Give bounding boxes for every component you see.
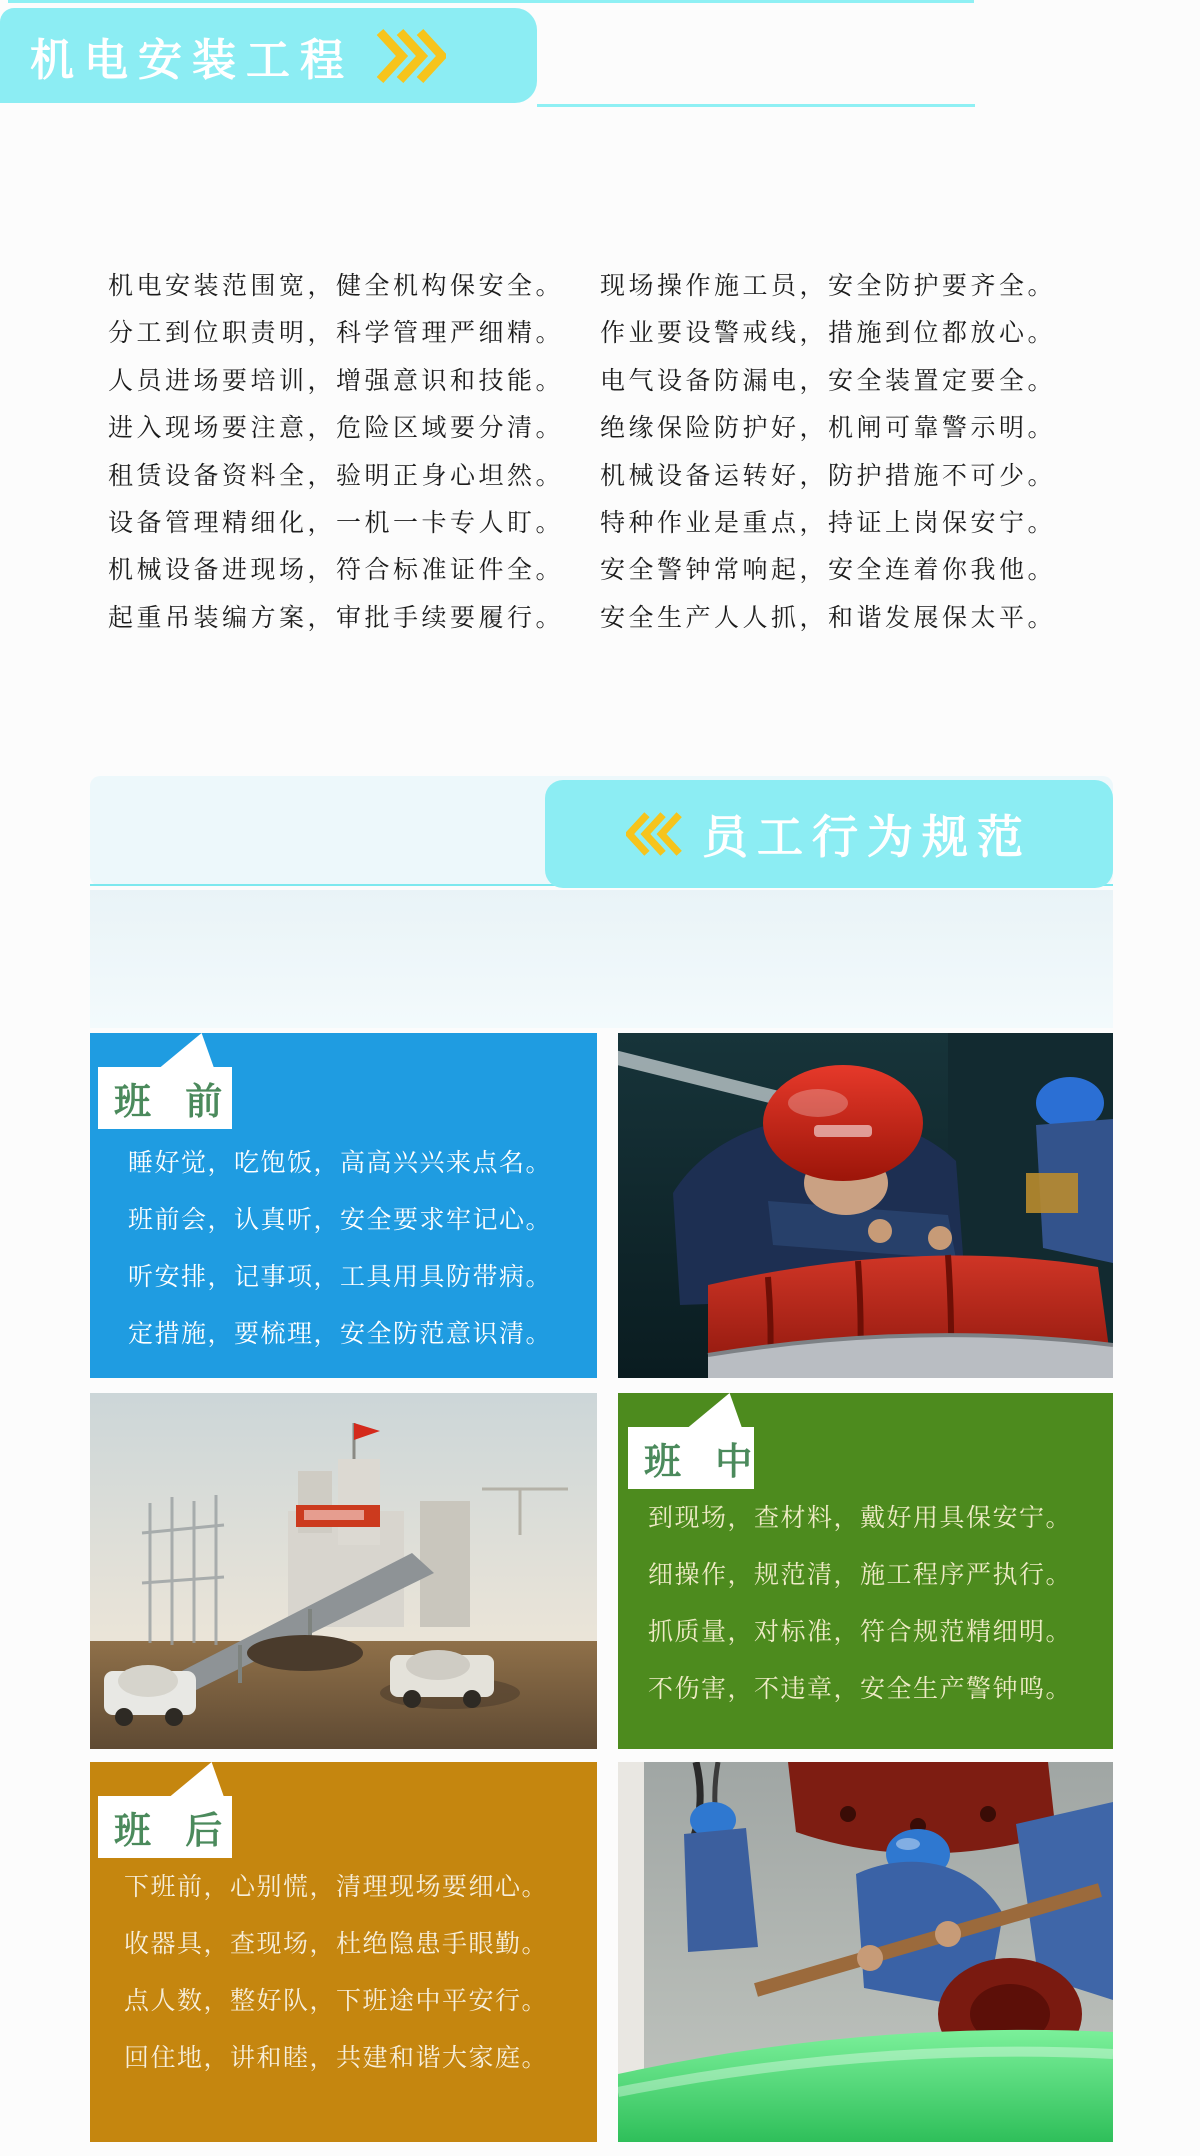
verse-line: 安全警钟常响起，安全连着你我他。	[600, 556, 1057, 585]
verse-line: 电气设备防漏电，安全装置定要全。	[600, 366, 1057, 395]
verse-line: 分工到位职责明，科学管理严细精。	[108, 319, 565, 348]
verse-line: 租赁设备资料全，验明正身心坦然。	[108, 461, 565, 490]
block-during-shift	[618, 1393, 1113, 1749]
photo-construction-site	[90, 1393, 597, 1749]
speech-tail	[162, 1762, 224, 1797]
verse-line: 进入现场要注意，危险区域要分清。	[108, 414, 565, 443]
block-line: 睡好觉，吃饱饭，高高兴兴来点名。	[128, 1149, 553, 1177]
verse-line: 作业要设警戒线，措施到位都放心。	[600, 319, 1057, 348]
block-text-during-shift	[648, 1490, 1072, 1718]
chevrons-left-icon	[626, 806, 684, 862]
photo-illustration	[618, 1033, 1113, 1378]
verse-line: 绝缘保险防护好，机闸可靠警示明。	[600, 414, 1057, 443]
block-line: 不伤害，不违章，安全生产警钟鸣。	[648, 1675, 1073, 1703]
verse-line: 人员进场要培训，增强意识和技能。	[108, 366, 565, 395]
block-line: 定措施，要梳理，安全防范意识清。	[128, 1320, 553, 1348]
block-label-after-shift: 班 后	[98, 1796, 232, 1858]
block-line: 抓质量，对标准，符合规范精细明。	[648, 1618, 1073, 1646]
top-divider-line	[8, 0, 974, 3]
photo-worker-red-helmet	[618, 1033, 1113, 1378]
chevrons-right-icon	[374, 28, 446, 84]
verse-column-right	[600, 263, 1056, 642]
header-divider-line	[537, 104, 975, 107]
speech-tail	[680, 1393, 742, 1428]
block-line: 点人数，整好队，下班途中平安行。	[124, 1987, 549, 2015]
photo-workers-blue-helmets	[618, 1762, 1113, 2142]
verse-line: 机电安装范围宽，健全机构保安全。	[108, 272, 565, 300]
block-before-shift	[90, 1033, 597, 1378]
section2-title: 员工行为规范	[702, 811, 1032, 863]
block-line: 细操作，规范清，施工程序严执行。	[648, 1561, 1073, 1589]
verse-line: 机械设备进现场，符合标准证件全。	[108, 556, 565, 585]
page-title: 机电安装工程	[30, 35, 354, 85]
block-label-before-shift: 班 前	[98, 1067, 232, 1129]
section-header-employee-code	[545, 780, 1113, 888]
speech-tail	[152, 1033, 214, 1068]
block-line: 到现场，查材料，戴好用具保安宁。	[648, 1504, 1073, 1532]
photo-illustration	[90, 1393, 597, 1749]
block-text-after-shift	[124, 1859, 548, 2087]
block-after-shift	[90, 1762, 597, 2142]
block-text-before-shift	[128, 1135, 552, 1363]
verse-line: 特种作业是重点，持证上岗保安宁。	[600, 509, 1057, 538]
verse-column-left	[108, 263, 564, 642]
verse-line: 设备管理精细化，一机一卡专人盯。	[108, 509, 565, 538]
verse-line: 安全生产人人抓，和谐发展保太平。	[600, 603, 1057, 632]
block-line: 回住地，讲和睦，共建和谐大家庭。	[124, 2044, 549, 2072]
block-line: 收器具，查现场，杜绝隐患手眼勤。	[124, 1930, 549, 1958]
verse-line: 起重吊装编方案，审批手续要履行。	[108, 603, 565, 632]
block-line: 班前会，认真听，安全要求牢记心。	[128, 1206, 553, 1234]
block-label-during-shift: 班 中	[628, 1427, 754, 1489]
block-line: 下班前，心别慌，清理现场要细心。	[124, 1873, 549, 1901]
light-blue-band	[90, 890, 1113, 1028]
block-line: 听安排，记事项，工具用具防带病。	[128, 1263, 553, 1291]
photo-illustration	[618, 1762, 1113, 2142]
verse-line: 机械设备运转好，防护措施不可少。	[600, 461, 1057, 490]
section-header-mechanical-installation	[0, 8, 537, 103]
verse-line: 现场操作施工员，安全防护要齐全。	[600, 272, 1057, 300]
